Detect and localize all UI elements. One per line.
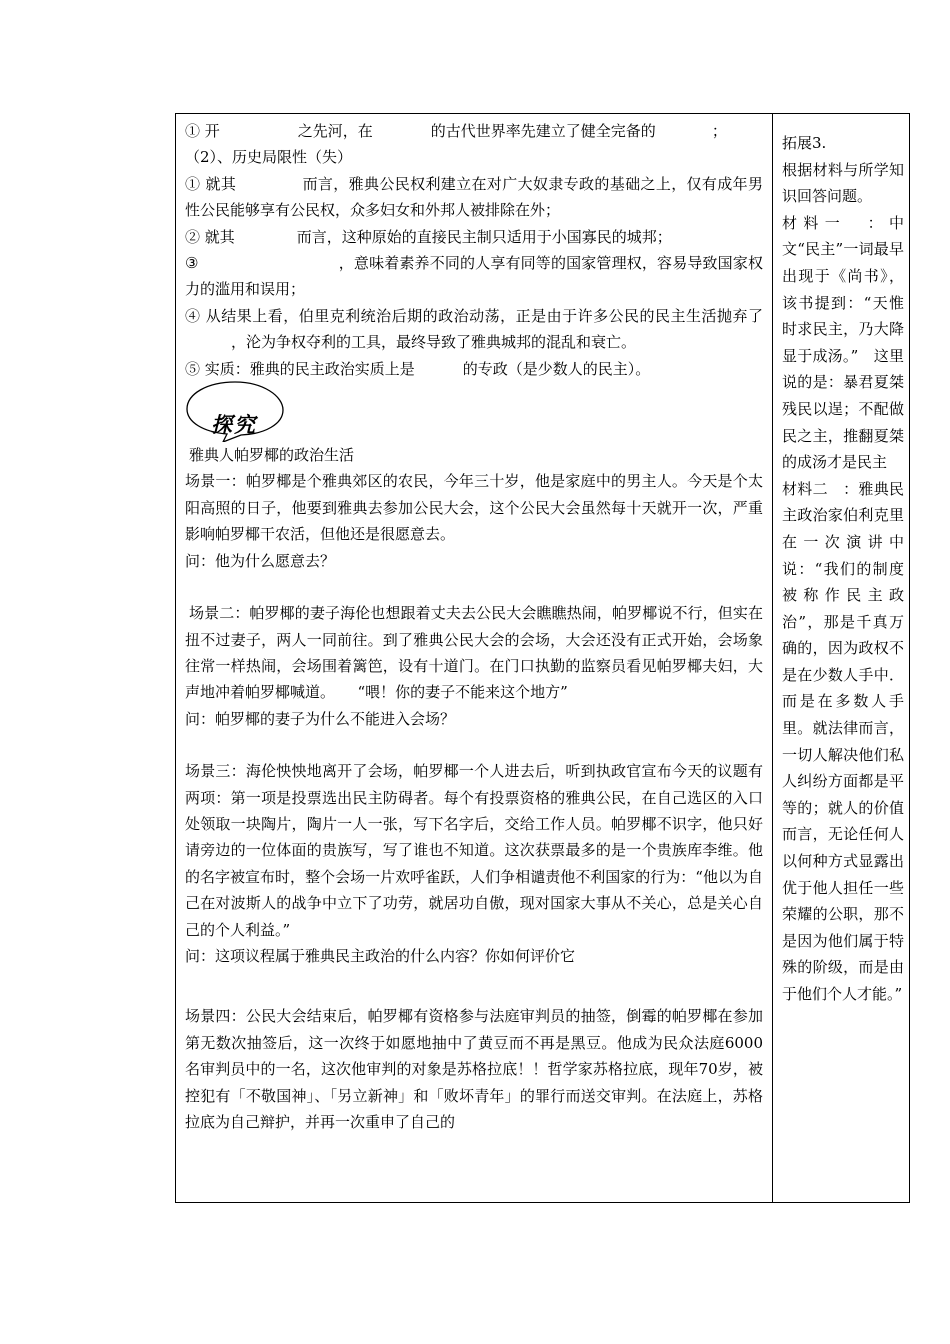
limitation-5: ⑤ 实质：雅典的民主政治实质上是 的专政（是少数人的民主）。: [185, 359, 651, 378]
scene-4: 场景四：公民大会结束后，帕罗椰有资格参与法庭审判员的抽签，倒霉的帕罗椰在参加第无数次抽签后，这一次终于如愿地抽中了黄豆而不再是黑豆。他成为民众法庭6000名审判员中的一名，这次他审判的对象是苏格拉底！！哲学家苏格拉底，现年70岁，被控犯有「不敬国神」、「另立新神」和「败坏青年」的罪行而送交审判。在法庭上，苏格拉底为自己辩护，并再一次重申了自己的: [185, 1007, 763, 1131]
material-1: 材料一 ：中文“民主”一词最早出现于《尚书》，该书提到：“天惟时求民主，乃大降显于成汤。” 这里说的是：暴君夏桀残民以逞；不配做民之主，推翻夏桀的成汤才是民主: [782, 213, 904, 472]
main-column: [185, 118, 763, 1135]
question-3: 问：这项议程属于雅典民主政治的什么内容？你如何评价它: [185, 946, 576, 965]
scene-3: 场景三：海伦怏怏地离开了会场，帕罗椰一个人进去后，听到执政官宣布今天的议题有两项：第一项是投票选出民主防碍者。每个有投票资格的雅典公民，在自己选区的入口处领取一块陶片，陶片一人一张，写下名字后，交给工作人员。帕罗椰不识字，他只好请旁边的一位体面的贵族写，写了谁也不知道。这次获票最多的是一个贵族库李维。他的名字被宣布时，整个会场一片欢呼雀跃，人们争相谴责他不利国家的行为：“他以为自己在对波斯人的战争中立下了功劳，就居功自傲，现对国家大事从不关心，总是关心自己的个人利益。”: [185, 762, 763, 939]
limitation-4: ④ 从结果上看，伯里克利统治后期的政治动荡，正是由于许多公民的民主生活抛弃了，沦为争权夺利的工具，最终导致了雅典城邦的混乱和衰亡。: [185, 306, 763, 352]
scene-2: 场景二：帕罗椰的妻子海伦也想跟着丈夫去公民大会瞧瞧热闹，帕罗椰说不行，但实在扭不过妻子，两人一同前往。到了雅典公民大会的会场，大会还没有正式开始，会场象往常一样热闹，会场围着篱笆，设有十道门。在门口执勤的监察员看见帕罗椰夫妇，大声地冲着帕罗椰喊道。 “喂！你的妻子不能来这个地方”: [185, 604, 763, 702]
limitations-heading: （2）、历史局限性（失）: [185, 148, 353, 167]
question-2: 问：帕罗椰的妻子为什么不能进入会场？: [185, 709, 456, 728]
side-column: [782, 130, 904, 1008]
question-1: 问：他为什么愿意去？: [185, 551, 336, 570]
significance-line: ① 开 之先河，在 的古代世界率先建立了健全完备的 ；: [185, 122, 727, 140]
limitation-1: ① 就其 而言，雅典公民权利建立在对广大奴隶专政的基础之上，仅有成年男性公民能够享有公民权，众多妇女和外邦人被排除在外；: [185, 174, 763, 220]
explore-callout: [185, 382, 763, 442]
answer-space[interactable]: [185, 969, 763, 1003]
worksheet-table: [175, 113, 910, 1203]
column-divider: [772, 114, 773, 1202]
extension-intro: 根据材料与所学知识回答问题。: [782, 160, 904, 206]
answer-space[interactable]: [185, 732, 763, 758]
material-2: 材料二 ：雅典民主政治家伯利克里在一次演讲中说：“我们的制度被称作民主政治”，那是千真万确的，因为政权不是在少数人手中．而是在多数人手里。就法律而言，一切人解决他们私人纠纷方面都是平等的；就人的价值而言，无论任何人以何种方式显露出优于他人担任一些荣耀的公职，那不是因为他们属于特殊的阶级，而是由于他们个人才能。”: [782, 479, 904, 1003]
answer-space[interactable]: [185, 574, 763, 600]
scene-title: 雅典人帕罗椰的政治生活: [189, 446, 355, 465]
extension-title: 拓展3.: [782, 134, 827, 152]
limitation-2: ② 就其 而言，这种原始的直接民主制只适用于小国寡民的城邦；: [185, 227, 672, 246]
limitation-3: ③ ，意味着素养不同的人享有同等的国家管理权，容易导致国家权力的滥用和误用；: [185, 254, 763, 299]
explore-label: 探究: [211, 412, 257, 438]
scene-1: 场景一：帕罗椰是个雅典郊区的农民，今年三十岁，他是家庭中的男主人。今天是个太阳高照的日子，他要到雅典去参加公民大会，这个公民大会虽然每十天就开一次，严重影响帕罗椰干农活，但他还是很愿意去。: [185, 472, 763, 544]
